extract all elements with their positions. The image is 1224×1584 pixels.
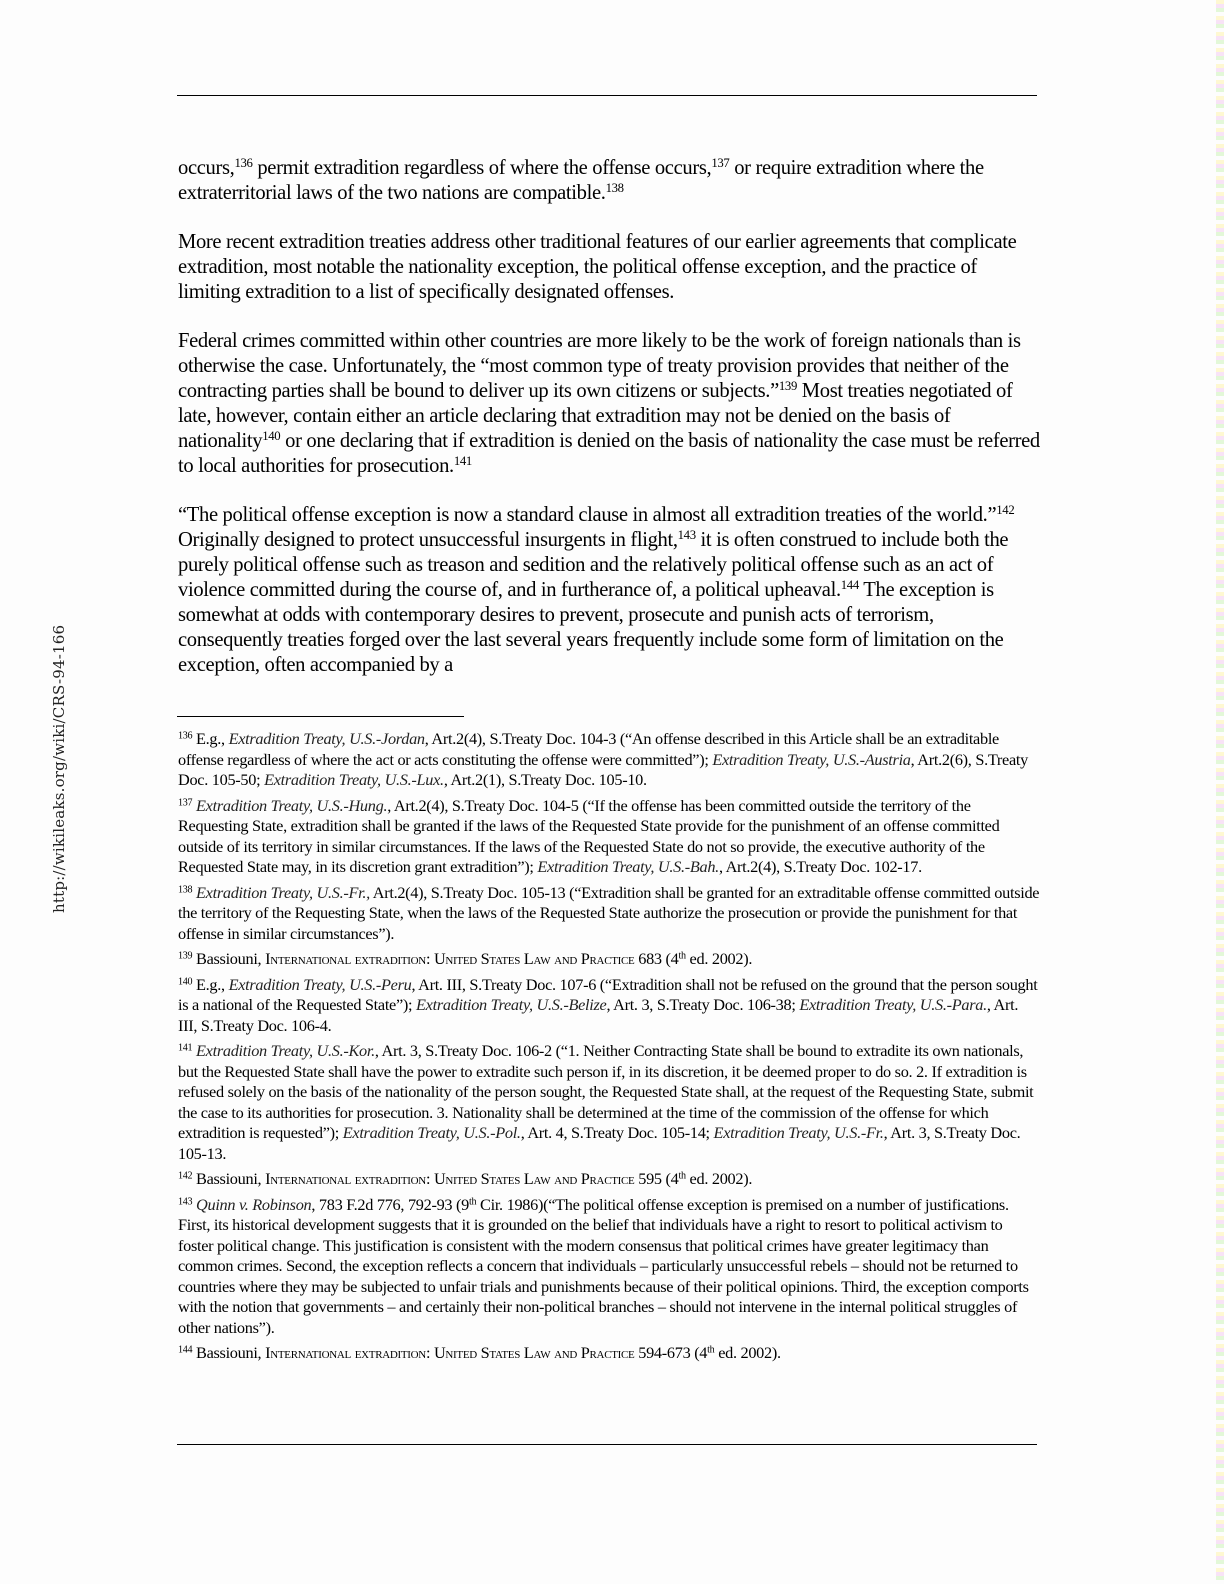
text: Cir. 1986)(“The political offense exception is premised on a number of justifications. First, its historical development suggests that it is grounded on the belief that individuals have a right to resort to political activism to foster political change. This justification is consistent with the modern consensus that political crimes have greater legitimacy than common crimes. Second, the exception reflects a concern that individuals – particularly unsuccessful rebels – should not be returned to countries where they may be subjected to unfair trials and punishments because of their political opinions. Third, the exception comports with the notion that governments – and certainly their non-political branches – should not intervene in the internal political struggles of other nations”).: [178, 1194, 1029, 1337]
book-title: International extradition: United States Law and Practice: [265, 949, 635, 968]
side-url-watermark: http://wikileaks.org/wiki/CRS-94-166: [50, 624, 68, 913]
footnote-number: 138: [178, 883, 193, 895]
text: , Art. III, S.Treaty Doc. 107-6 (“Extradition shall not be refused on the ground that the person sought is a national of the Requested State”);: [178, 974, 1038, 1014]
case-name: Extradition Treaty, U.S.-Para.: [799, 995, 987, 1014]
footnote-ref-141[interactable]: 141: [453, 453, 472, 468]
footnote-136: [178, 729, 1040, 791]
body-text: [178, 156, 1040, 702]
footnote-number: 144: [178, 1344, 193, 1356]
text: it is often construed to include both the purely political offense such as treason and sedition and the relatively political offense such as an act of violence committed during the course of, and in furtherance of, a political upheaval.: [178, 529, 1009, 601]
case-name: Extradition Treaty, U.S.-Pol.: [342, 1123, 521, 1142]
text: , Art. 4, S.Treaty Doc. 105-14;: [520, 1123, 714, 1142]
paragraph-2: [178, 230, 1040, 305]
text: 595 (4: [634, 1169, 679, 1188]
text: ed. 2002).: [685, 1169, 753, 1188]
ordinal-suffix: th: [678, 950, 686, 962]
text: E.g.,: [192, 729, 229, 748]
text: 683 (4: [634, 949, 679, 968]
footnote-number: 141: [178, 1042, 193, 1054]
text: , Art. III, S.Treaty Doc. 106-4.: [178, 995, 1019, 1035]
footnote-143: [178, 1195, 1040, 1339]
text: ed. 2002).: [685, 949, 753, 968]
text: , Art.2(1), S.Treaty Doc. 105-10.: [443, 770, 647, 789]
text: or require extradition where the extraterritorial laws of the two nations are compatible.: [178, 157, 984, 204]
footnote-ref-138[interactable]: 138: [605, 180, 624, 195]
paragraph-4: [178, 503, 1040, 678]
footnote-number: 142: [178, 1170, 193, 1182]
text: Most treaties negotiated of late, however, contain either an article declaring that extradition may not be denied on the basis of nationality: [178, 380, 1013, 452]
text: , Art.2(4), S.Treaty Doc. 102-17.: [718, 857, 922, 876]
paragraph-1: [178, 156, 1040, 206]
footnote-ref-143[interactable]: 143: [677, 527, 696, 542]
text: , Art.2(4), S.Treaty Doc. 104-5 (“If the offense has been committed outside the territory of the Requesting State, extradition shall be granted if the laws of the Requested State provide for the punishment of an offense committed outside of its territory in similar circumstances. If the laws of the Requested State do not so provide, the executive authority of the Requested State may, in its discretion grant extradition”);: [178, 795, 1000, 876]
footnote-142: [178, 1169, 1040, 1190]
footnote-number: 136: [178, 730, 193, 742]
case-name: Extradition Treaty, U.S.-Kor.: [196, 1041, 375, 1060]
footnote-138: [178, 883, 1040, 945]
page-edge-border: [1216, 0, 1224, 1584]
text: Bassiouni,: [192, 1343, 266, 1362]
footnote-137: [178, 796, 1040, 878]
footnote-144: [178, 1343, 1040, 1364]
ordinal-suffix: th: [469, 1195, 477, 1207]
text: , Art. 3, S.Treaty Doc. 106-2 (“1. Neither Contracting State shall be bound to extradite its own nationals, but the Requested State shall have the power to extradite such person if, in its discretion, it be deemed proper to do so. 2. If extradition is refused solely on the basis of the nationality of the person sought, the Requested State shall, at the request of the Requesting State, submit the case to its authorities for prosecution. 3. Nationality shall be determined at the time of the commission of the offense for which extradition is requested”);: [178, 1041, 1034, 1142]
footnote-number: 143: [178, 1195, 193, 1207]
footnote-separator: [177, 716, 464, 717]
footnote-140: [178, 975, 1040, 1037]
paragraph-3: [178, 329, 1040, 479]
book-title: International extradition: United States Law and Practice: [265, 1343, 635, 1362]
text: Bassiouni,: [192, 1169, 266, 1188]
footnote-number: 140: [178, 975, 193, 987]
case-name: Extradition Treaty, U.S.-Peru: [228, 974, 412, 994]
text: ed. 2002).: [714, 1343, 781, 1362]
text: Art.2(4), S.Treaty Doc. 105-13 (“Extradition shall be granted for an extraditable offense committed outside the territory of the Requesting State, when the laws of the Requested State authorize the prosecution or provide the punishment for that offense in similar circumstances”).: [178, 882, 1040, 943]
footnote-ref-144[interactable]: 144: [840, 577, 859, 592]
footnote-ref-137[interactable]: 137: [711, 155, 730, 170]
footnote-139: [178, 949, 1040, 970]
footnote-number: 139: [178, 950, 193, 962]
case-name: Extradition Treaty, U.S.-Austria: [712, 749, 911, 769]
text: , Art.2(4), S.Treaty Doc. 104-3 (“An offense described in this Article shall be an extraditable offense regardless of where the act or acts constituting the offense were committed”);: [178, 729, 999, 769]
text: 594-673 (4: [634, 1343, 708, 1362]
footnotes: [178, 729, 1040, 1369]
ordinal-suffix: th: [678, 1170, 686, 1182]
footnote-ref-136[interactable]: 136: [234, 155, 253, 170]
case-name: Extradition Treaty, U.S.-Fr.,: [196, 882, 370, 902]
footnote-ref-139[interactable]: 139: [778, 378, 797, 393]
case-name: Extradition Treaty, U.S.-Lux.: [264, 770, 444, 789]
text: , 783 F.2d 776, 792-93 (9: [311, 1194, 470, 1214]
case-name: Extradition Treaty, U.S.-Jordan: [228, 729, 425, 748]
header-rule: [177, 95, 1037, 96]
text: Bassiouni,: [192, 949, 266, 968]
footer-rule: [177, 1444, 1037, 1445]
ordinal-suffix: th: [707, 1344, 715, 1356]
case-name: Quinn v. Robinson: [196, 1194, 312, 1214]
text: The exception is somewhat at odds with contemporary desires to prevent, prosecute and punish acts of terrorism, consequently treaties forged over the last several years frequently include some form of limitation on the exception, often accompanied by a: [178, 579, 1004, 676]
footnote-ref-140[interactable]: 140: [262, 428, 281, 443]
text: E.g.,: [192, 974, 229, 994]
footnote-ref-142[interactable]: 142: [996, 502, 1015, 517]
text: , Art.2(6), S.Treaty Doc. 105-50;: [178, 749, 1028, 789]
text: “The political offense exception is now a standard clause in almost all extradition treaties of the world.”: [178, 504, 997, 526]
footnote-141: [178, 1041, 1040, 1164]
text: , Art. 3, S.Treaty Doc. 105-13.: [178, 1123, 1021, 1163]
text: or one declaring that if extradition is denied on the basis of nationality the case must be referred to local authorities for prosecution.: [178, 430, 1040, 477]
text: More recent extradition treaties address other traditional features of our earlier agreements that complicate extradition, most notable the nationality exception, the political offense exception, and the practice of limiting extradition to a list of specifically designated offenses.: [178, 231, 1017, 303]
case-name: Extradition Treaty, U.S.-Bah.: [537, 857, 719, 876]
case-name: Extradition Treaty, U.S.-Fr.: [713, 1123, 884, 1142]
text: permit extradition regardless of where the offense occurs,: [252, 157, 712, 179]
case-name: Extradition Treaty, U.S.-Belize: [416, 995, 607, 1014]
book-title: International extradition: United States Law and Practice: [265, 1169, 635, 1188]
text: , Art. 3, S.Treaty Doc. 106-38;: [606, 995, 800, 1014]
footnote-number: 137: [178, 796, 193, 808]
text: Originally designed to protect unsuccessful insurgents in flight,: [178, 529, 678, 551]
text: occurs,: [178, 157, 235, 179]
text: Federal crimes committed within other countries are more likely to be the work of foreign nationals than is otherwise the case. Unfortunately, the “most common type of treaty provision provides that neither of the contracting parties shall be bound to deliver up its own citizens or subjects.”: [178, 330, 1021, 402]
case-name: Extradition Treaty, U.S.-Hung.: [196, 795, 388, 815]
